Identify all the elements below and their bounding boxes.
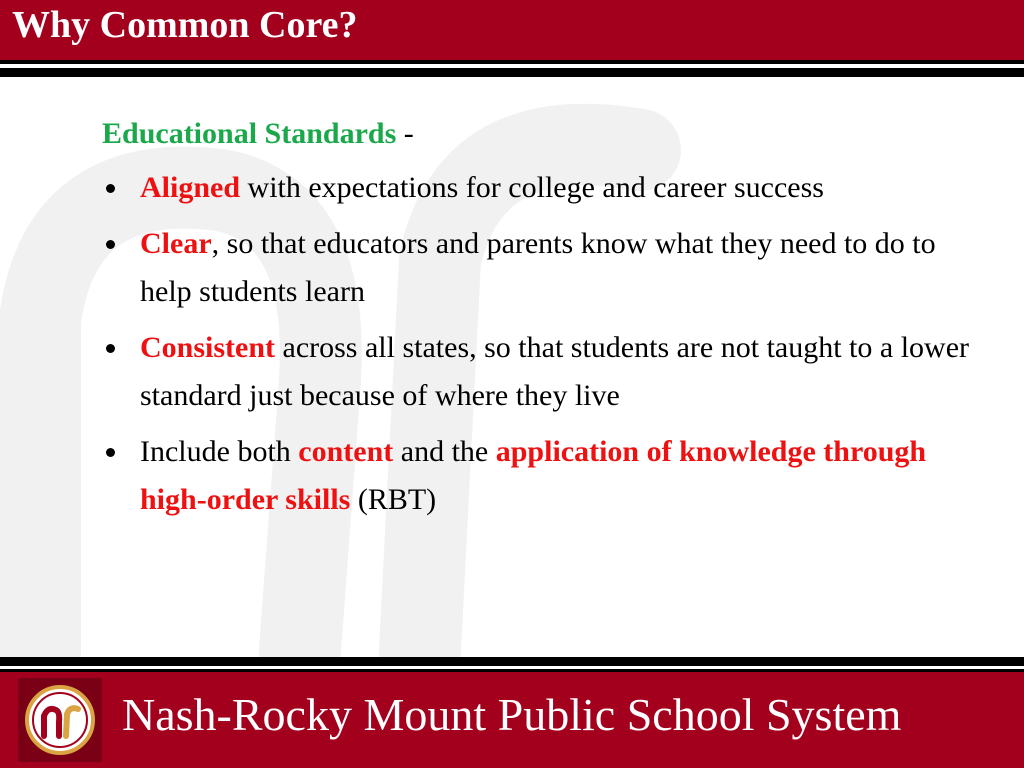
bullet-icon <box>106 240 115 249</box>
bullet-text: across all states, so that students are not taught to a lower standard just because of where they live <box>140 331 970 412</box>
bullet-prefix: Include both <box>140 435 299 468</box>
bullet-middle: and the <box>393 435 496 468</box>
list-item <box>102 164 972 212</box>
bullet-emphasis: Clear <box>140 227 212 260</box>
heading-emphasis: Educational Standards <box>102 117 397 150</box>
slide-title: Why Common Core? <box>12 4 358 46</box>
bullet-icon <box>106 344 115 353</box>
bullet-icon <box>106 184 115 193</box>
bullet-emphasis-application: application of knowledge through high-order skills <box>140 435 927 516</box>
header-bar <box>0 0 1024 60</box>
bullet-emphasis: Aligned <box>140 171 241 204</box>
footer-school-name: Nash-Rocky Mount Public School System <box>122 689 902 740</box>
bullet-icon <box>106 448 115 457</box>
list-item <box>102 324 972 420</box>
bullet-text: , so that educators and parents know what they need to do to help students learn <box>140 227 936 308</box>
nrm-logo-icon <box>18 678 102 762</box>
list-item <box>102 220 972 316</box>
standards-heading <box>102 110 972 158</box>
footer-rule-thick <box>0 657 1024 666</box>
bullet-list <box>102 164 972 524</box>
content-area <box>102 110 972 532</box>
bullet-text: with expectations for college and career success <box>240 171 824 204</box>
bullet-emphasis: Consistent <box>140 331 276 364</box>
bullet-suffix: (RBT) <box>350 483 437 516</box>
bullet-emphasis-content: content <box>298 435 394 468</box>
heading-suffix: - <box>396 117 414 150</box>
list-item <box>102 428 972 524</box>
